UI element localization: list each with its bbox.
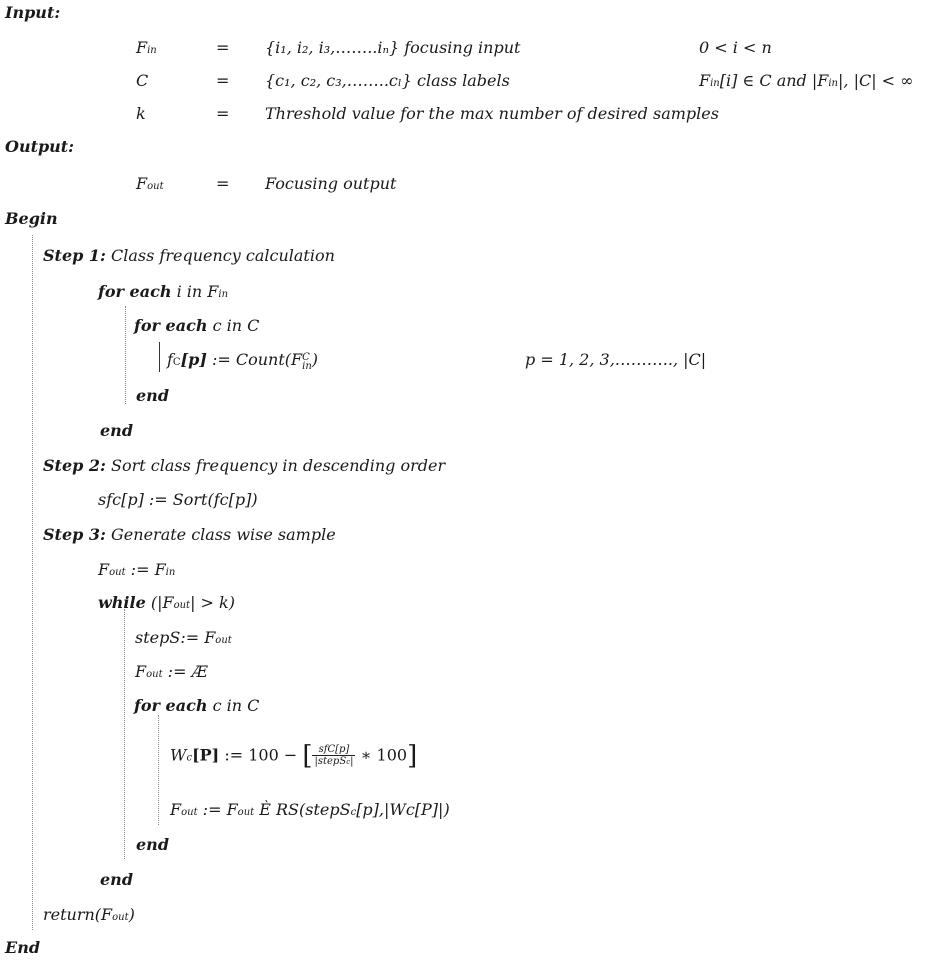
output-symbol-fout: Fout bbox=[136, 174, 164, 193]
input-desc-fin: {i₁, i₂, i₃,……..iₙ} focusing input bbox=[265, 38, 521, 57]
union-statement: Fout := Fout È RS(stepSc[p],|Wc[P]|) bbox=[170, 800, 450, 819]
steps-assign: stepS:= Fout bbox=[135, 628, 232, 647]
fout-reset: Fout := Æ bbox=[135, 662, 208, 681]
input-desc-k: Threshold value for the max number of desired samples bbox=[265, 104, 719, 123]
while-loop: while (|Fout| > k) bbox=[98, 593, 235, 612]
input-symbol-fin: Fin bbox=[136, 38, 157, 57]
end-while: end bbox=[100, 870, 133, 889]
equals-sign: = bbox=[216, 71, 230, 90]
while-block-guide bbox=[124, 609, 125, 859]
for-c2-block-guide bbox=[158, 715, 159, 825]
input-symbol-k: k bbox=[136, 104, 146, 123]
weight-fraction: $\frac{\text{sfC[p]}}{\text{|stepSc|}}$ bbox=[314, 744, 354, 767]
for-each-i: for each i in Fin bbox=[98, 282, 229, 301]
for-each-c-step3: for each c in C bbox=[134, 696, 260, 715]
output-heading: Output: bbox=[5, 137, 75, 156]
step3-line: Step 3: Generate class wise sample bbox=[43, 525, 336, 544]
input-condition-c: Fin[i] ∈ C and |Fin|, |C| < ∞ bbox=[699, 71, 914, 90]
equals-sign: = bbox=[216, 38, 230, 57]
step2-line: Step 2: Sort class frequency in descending order bbox=[43, 456, 446, 475]
sort-statement: sfc[p] := Sort(fc[p]) bbox=[98, 490, 258, 509]
count-assignment: fC[p] := Count(F C in ) bbox=[167, 350, 319, 372]
return-statement: return(Fout) bbox=[43, 905, 135, 924]
input-desc-c: {c₁, c₂, c₃,……..cₗ} class labels bbox=[265, 71, 510, 90]
equals-sign: = bbox=[216, 104, 230, 123]
begin-keyword: Begin bbox=[5, 209, 58, 228]
begin-block-guide bbox=[32, 235, 33, 930]
p-range-note: p = 1, 2, 3,……….., |C| bbox=[525, 350, 707, 369]
for-each-c: for each c in C bbox=[134, 316, 260, 335]
output-desc-fout: Focusing output bbox=[265, 174, 397, 193]
for-c-block-guide bbox=[159, 342, 160, 372]
input-heading: Input: bbox=[5, 3, 61, 22]
end-for-c: end bbox=[136, 386, 169, 405]
init-fout: Fout := Fin bbox=[98, 560, 176, 579]
input-condition-fin: 0 < i < n bbox=[699, 38, 772, 57]
end-keyword: End bbox=[5, 938, 41, 957]
weight-formula: Wc[P] := 100 − [ $\frac{\text{sfC[p]}}{\text{|stepSc|}}$ ∗ 100] bbox=[170, 741, 418, 771]
for-i-block-guide bbox=[125, 306, 126, 404]
end-for-i: end bbox=[100, 421, 133, 440]
step1-line: Step 1: Class frequency calculation bbox=[43, 246, 335, 265]
equals-sign: = bbox=[216, 174, 230, 193]
end-for-c-step3: end bbox=[136, 835, 169, 854]
input-symbol-c: C bbox=[136, 71, 149, 90]
